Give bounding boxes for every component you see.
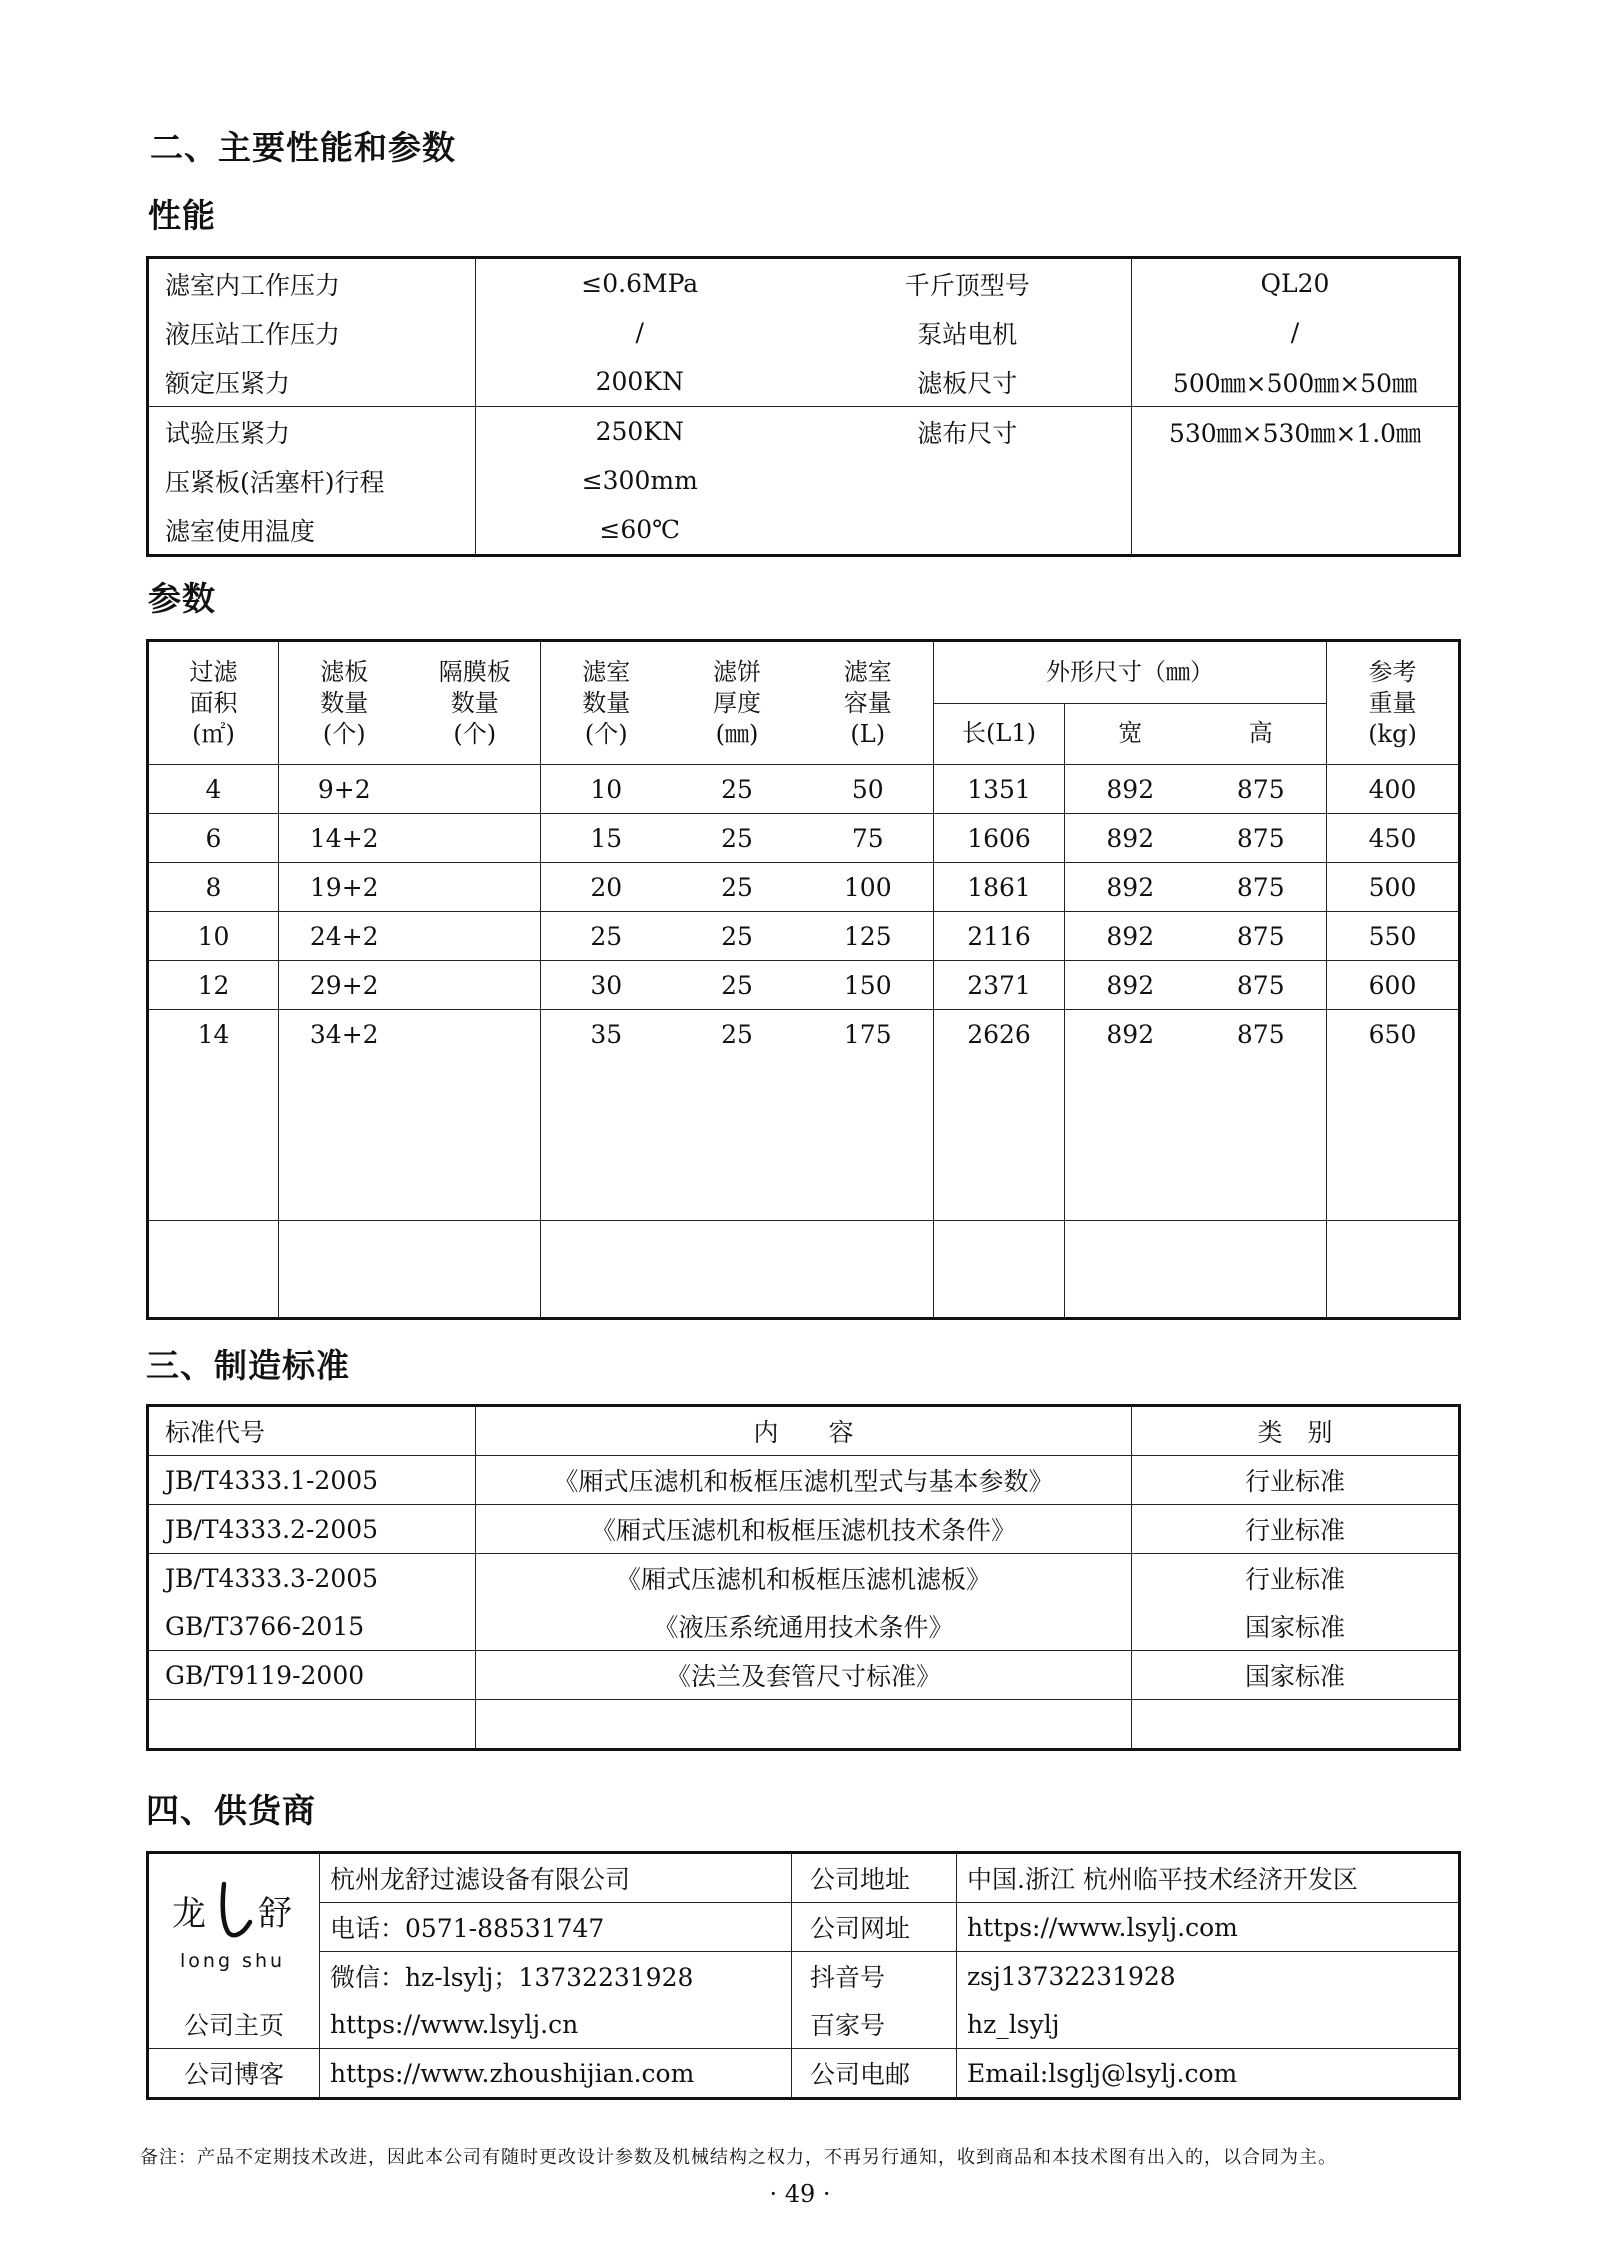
perf-cell: 额定压紧力: [148, 357, 476, 407]
logo-mark-icon: [214, 1880, 258, 1942]
page-number: · 49 ·: [769, 2180, 831, 2208]
perf-cell: 530㎜×530㎜×1.0㎜: [1168, 418, 1422, 448]
param-cell: 892: [1065, 912, 1196, 961]
header-line: 滤室: [582, 657, 631, 686]
perf-cell: 滤室内工作压力: [148, 258, 476, 309]
param-cell: [410, 912, 541, 961]
header-weight: [1327, 641, 1460, 765]
header-plates: [279, 641, 410, 765]
header-height: 高: [1196, 703, 1327, 765]
table-row: [148, 1952, 1460, 2001]
std-cell: 《厢式压滤机和板框压滤机型式与基本参数》: [476, 1456, 1132, 1505]
supplier-table: [146, 1851, 1461, 2100]
table-row: [148, 1010, 1460, 1221]
perf-cell: 千斤顶型号: [804, 258, 1132, 309]
perf-cell: 压紧板(活塞杆)行程: [148, 456, 476, 505]
header-line: (个): [584, 719, 628, 748]
std-header-type: 类 别: [1132, 1406, 1460, 1456]
param-cell: [1327, 1221, 1460, 1319]
header-line: 容量: [843, 688, 892, 717]
header-line: (个): [453, 719, 497, 748]
perf-cell: 泵站电机: [804, 308, 1132, 357]
table-row: [148, 1221, 1460, 1319]
param-header-row: [148, 641, 1460, 704]
std-header-content: 内 容: [476, 1406, 1132, 1456]
param-cell: 175: [803, 1010, 934, 1221]
param-cell: 4: [148, 765, 279, 814]
standards-table: [146, 1404, 1461, 1751]
header-line: (个): [322, 719, 366, 748]
company-blog-link[interactable]: https://www.zhoushijian.com: [320, 2049, 792, 2099]
section-title-supplier: 四、供货商: [146, 1791, 316, 1830]
param-cell: 1351: [934, 765, 1065, 814]
table-row: [148, 1554, 1460, 1603]
param-cell: [1196, 1221, 1327, 1319]
std-cell: JB/T4333.2-2005: [148, 1505, 476, 1554]
company-logo: [170, 1872, 298, 1982]
param-cell: 10: [541, 765, 672, 814]
perf-cell: [1132, 505, 1460, 556]
perf-cell: [804, 505, 1132, 556]
param-cell: 29+2: [279, 961, 410, 1010]
label-address: 公司地址: [792, 1853, 957, 1903]
param-cell: 150: [803, 961, 934, 1010]
param-cell: 25: [672, 863, 803, 912]
param-cell: 6: [148, 814, 279, 863]
param-cell: 500: [1327, 863, 1460, 912]
header-line: (㎜): [715, 719, 759, 748]
param-cell: [410, 765, 541, 814]
header-line: 隔膜板: [438, 657, 511, 686]
param-cell: 19+2: [279, 863, 410, 912]
perf-cell: /: [635, 318, 644, 347]
std-cell: 行业标准: [1132, 1505, 1460, 1554]
param-cell: [1065, 1221, 1196, 1319]
param-cell: 875: [1196, 1010, 1327, 1221]
company-website-link[interactable]: https://www.lsylj.com: [957, 1903, 1460, 1952]
param-cell: 35: [541, 1010, 672, 1221]
header-line: 重量: [1368, 688, 1417, 717]
table-row: [148, 814, 1460, 863]
param-cell: 100: [803, 863, 934, 912]
std-cell: [148, 1700, 476, 1750]
header-line: 参考: [1368, 657, 1417, 686]
param-cell: 34+2: [279, 1010, 410, 1221]
perf-cell: 200KN: [476, 357, 804, 407]
parameters-table: [146, 639, 1461, 1320]
section-title-standards: 三、制造标准: [146, 1346, 350, 1385]
std-cell: GB/T9119-2000: [148, 1651, 476, 1700]
perf-cell: 滤室使用温度: [148, 505, 476, 556]
company-phone: 电话：0571-88531747: [320, 1903, 792, 1952]
param-cell: 25: [541, 912, 672, 961]
param-cell: 20: [541, 863, 672, 912]
param-cell: [934, 1221, 1065, 1319]
table-row: [148, 1853, 1460, 1903]
header-cake: [672, 641, 803, 765]
param-cell: 892: [1065, 961, 1196, 1010]
header-line: 数量: [582, 688, 631, 717]
param-cell: 450: [1327, 814, 1460, 863]
label-blog: 公司博客: [148, 2049, 320, 2099]
perf-row: [148, 407, 1460, 457]
performance-table: [146, 256, 1461, 557]
std-cell: JB/T4333.3-2005: [148, 1554, 476, 1603]
label-douyin: 抖音号: [792, 1952, 957, 2001]
param-cell: 12: [148, 961, 279, 1010]
param-cell: 892: [1065, 1010, 1196, 1221]
param-cell: 875: [1196, 912, 1327, 961]
std-cell: 《液压系统通用技术条件》: [476, 1602, 1132, 1651]
company-homepage-link[interactable]: https://www.lsylj.cn: [320, 2000, 792, 2049]
section-title-performance: 性能: [148, 196, 216, 235]
header-membrane: [410, 641, 541, 765]
logo-char-right: 舒: [258, 1894, 292, 1934]
param-cell: [148, 1221, 279, 1319]
perf-cell: ≤0.6MPa: [581, 269, 699, 298]
param-cell: 892: [1065, 814, 1196, 863]
perf-cell: ≤60℃: [599, 515, 681, 544]
std-cell: 《厢式压滤机和板框压滤机技术条件》: [476, 1505, 1132, 1554]
std-header-row: [148, 1406, 1460, 1456]
param-cell: [672, 1221, 803, 1319]
company-baijiahao: hz_lsylj: [957, 2000, 1460, 2049]
std-cell: 国家标准: [1132, 1651, 1460, 1700]
param-cell: 875: [1196, 765, 1327, 814]
header-line: 数量: [450, 688, 499, 717]
std-cell: 《厢式压滤机和板框压滤机滤板》: [476, 1554, 1132, 1603]
std-cell: 《法兰及套管尺寸标准》: [476, 1651, 1132, 1700]
table-row: [148, 1700, 1460, 1750]
table-row: [148, 1505, 1460, 1554]
perf-row: [148, 456, 1460, 505]
label-baijiahao: 百家号: [792, 2000, 957, 2049]
header-dims: 外形尺寸（㎜）: [934, 641, 1327, 704]
header-width: 宽: [1065, 703, 1196, 765]
std-header-code: 标准代号: [148, 1406, 476, 1456]
header-line: 过滤: [189, 657, 238, 686]
std-cell: [476, 1700, 1132, 1750]
perf-cell: 试验压紧力: [148, 407, 476, 457]
header-line: 滤室: [843, 657, 892, 686]
label-email: 公司电邮: [792, 2049, 957, 2099]
param-cell: 550: [1327, 912, 1460, 961]
header-volume: [803, 641, 934, 765]
header-length: 长(L1): [934, 703, 1065, 765]
header-line: 滤饼: [713, 657, 761, 686]
perf-cell: /: [1290, 318, 1300, 347]
param-cell: [410, 1010, 541, 1221]
std-cell: 行业标准: [1132, 1456, 1460, 1505]
param-cell: 30: [541, 961, 672, 1010]
header-line: (L): [850, 719, 886, 748]
param-cell: 400: [1327, 765, 1460, 814]
table-row: [148, 765, 1460, 814]
param-cell: [410, 863, 541, 912]
param-cell: 10: [148, 912, 279, 961]
std-cell: [1132, 1700, 1460, 1750]
perf-row: [148, 505, 1460, 556]
param-cell: 125: [803, 912, 934, 961]
param-cell: 15: [541, 814, 672, 863]
label-homepage: 公司主页: [148, 2000, 320, 2049]
table-row: [148, 2000, 1460, 2049]
param-cell: 8: [148, 863, 279, 912]
param-cell: 14: [148, 1010, 279, 1221]
table-row: [148, 2049, 1460, 2099]
param-cell: 1861: [934, 863, 1065, 912]
perf-cell: 滤布尺寸: [804, 407, 1132, 457]
perf-row: [148, 258, 1460, 309]
table-row: [148, 1651, 1460, 1700]
perf-cell: [1132, 456, 1460, 505]
perf-cell: QL20: [1260, 269, 1330, 298]
param-cell: 9+2: [279, 765, 410, 814]
perf-row: [148, 357, 1460, 407]
perf-cell: 滤板尺寸: [804, 357, 1132, 407]
company-email-link[interactable]: Email:lsglj@lsylj.com: [967, 2058, 1238, 2088]
param-cell: 600: [1327, 961, 1460, 1010]
perf-cell: 250KN: [595, 417, 684, 446]
param-cell: [279, 1221, 410, 1319]
table-row: [148, 863, 1460, 912]
std-cell: GB/T3766-2015: [148, 1602, 476, 1651]
std-cell: 行业标准: [1244, 1565, 1345, 1594]
footer-note: 备注：产品不定期技术改进，因此本公司有随时更改设计参数及机械结构之权力，不再另行通知，收到商品和本技术图有出入的，以合同为主。: [140, 2147, 1337, 2168]
param-cell: 25: [672, 1010, 803, 1221]
perf-cell: ≤300mm: [581, 466, 698, 495]
param-cell: 2116: [934, 912, 1065, 961]
param-cell: 892: [1065, 765, 1196, 814]
section-title-main: 二、主要性能和参数: [150, 128, 456, 167]
param-cell: [410, 814, 541, 863]
header-chambers: [541, 641, 672, 765]
logo-text: long shu: [180, 1950, 286, 1972]
param-cell: 2371: [934, 961, 1065, 1010]
param-cell: 25: [672, 961, 803, 1010]
perf-cell: 液压站工作压力: [148, 308, 476, 357]
label-website: 公司网址: [792, 1903, 957, 1952]
param-cell: [410, 1221, 541, 1319]
header-line: 厚度: [713, 688, 761, 717]
param-cell: [410, 961, 541, 1010]
param-cell: [803, 1221, 934, 1319]
company-address: 中国.浙江 杭州临平技术经济开发区: [957, 1853, 1460, 1903]
company-wechat: 微信：hz-lsylj；13732231928: [320, 1952, 792, 2001]
param-cell: 50: [803, 765, 934, 814]
param-cell: 25: [672, 912, 803, 961]
perf-row: [148, 308, 1460, 357]
std-cell: JB/T4333.1-2005: [148, 1456, 476, 1505]
header-line: 滤板: [320, 657, 369, 686]
param-cell: 650: [1327, 1010, 1460, 1221]
param-cell: 875: [1196, 961, 1327, 1010]
perf-cell: [804, 456, 1132, 505]
param-cell: 875: [1196, 814, 1327, 863]
company-douyin: zsj13732231928: [967, 1961, 1176, 1991]
param-cell: 875: [1196, 863, 1327, 912]
table-row: [148, 961, 1460, 1010]
param-cell: 24+2: [279, 912, 410, 961]
header-area: [148, 641, 279, 765]
param-cell: 75: [803, 814, 934, 863]
logo-char-left: 龙: [172, 1894, 206, 1934]
param-cell: 2626: [934, 1010, 1065, 1221]
param-cell: 14+2: [279, 814, 410, 863]
param-cell: 25: [672, 765, 803, 814]
param-cell: 1606: [934, 814, 1065, 863]
header-line: (kg): [1368, 719, 1417, 748]
param-cell: 892: [1065, 863, 1196, 912]
std-cell: 国家标准: [1132, 1602, 1460, 1651]
header-line: (㎡): [192, 719, 235, 748]
perf-cell: 500㎜×500㎜×50㎜: [1132, 357, 1460, 407]
table-row: [148, 1903, 1460, 1952]
table-row: [148, 912, 1460, 961]
header-line: 数量: [320, 688, 369, 717]
table-row: [148, 1456, 1460, 1505]
section-title-parameters: 参数: [148, 579, 216, 618]
logo-cell: [148, 1853, 320, 2001]
param-cell: 25: [672, 814, 803, 863]
param-cell: [541, 1221, 672, 1319]
table-row: [148, 1602, 1460, 1651]
company-name: 杭州龙舒过滤设备有限公司: [320, 1853, 792, 1903]
header-line: 面积: [189, 688, 238, 717]
